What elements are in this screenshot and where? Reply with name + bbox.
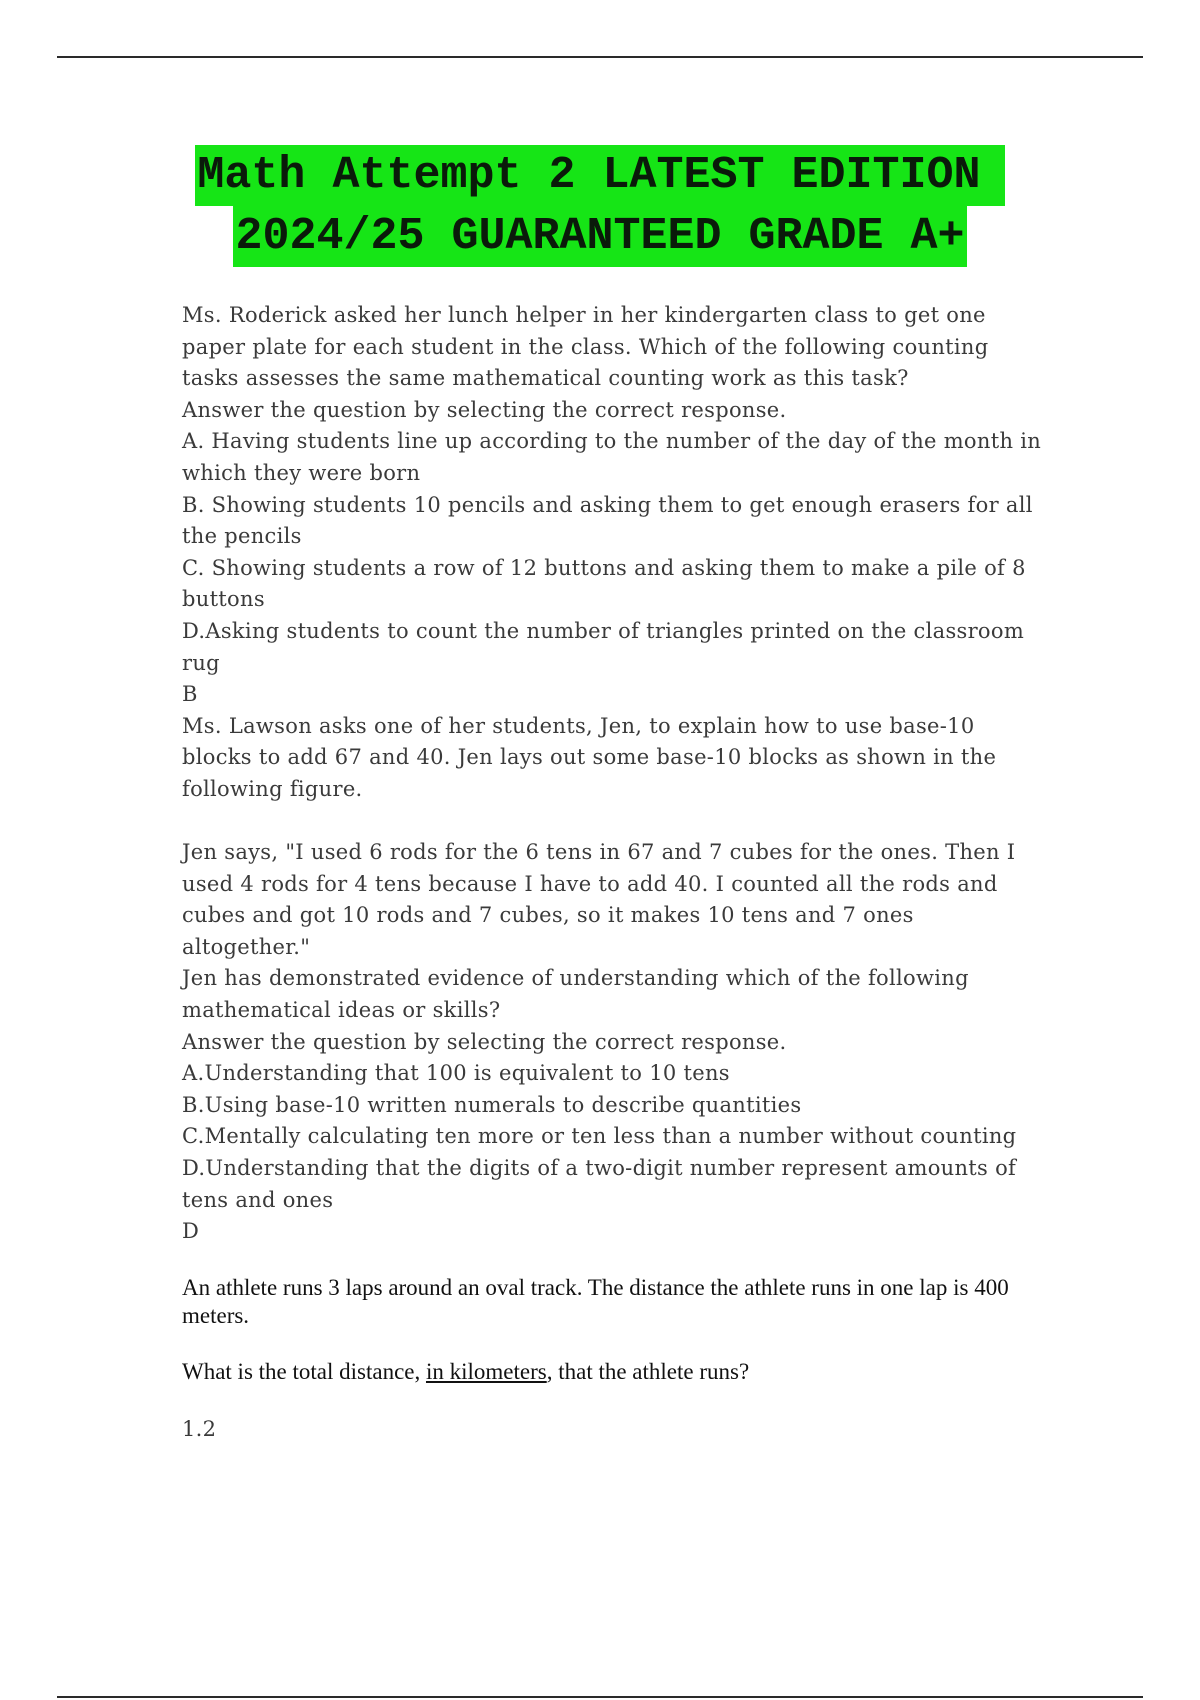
- q2-quote: Jen says, "I used 6 rods for the 6 tens in 67 and 7 cubes for the ones. Then I used 4 rods for 4 tens because I have to add 40. I counted all the rods and cubes and got 10 rods and 7 cubes, so it makes 10 tens and 7 ones altogether.": [182, 840, 1023, 959]
- q2-instruction: Answer the question by selecting the correct response.: [182, 1029, 787, 1054]
- q1-stem: Ms. Roderick asked her lunch helper in her kindergarten class to get one paper plate for each student in the class. Which of the following counting tasks assesses the same mathematical counting work as this task?: [182, 303, 996, 391]
- q2-option-d: D.Understanding that the digits of a two-digit number represent amounts of tens and ones: [182, 1156, 1024, 1212]
- q2-question: Jen has demonstrated evidence of understanding which of the following mathematical ideas or skills?: [182, 966, 976, 1023]
- q1-instruction: Answer the question by selecting the correct response.: [182, 397, 787, 422]
- document-title: [0, 145, 1200, 267]
- q3-stem: An athlete runs 3 laps around an oval track. The distance the athlete runs in one lap is 400 meters.: [182, 1274, 1009, 1328]
- q2-answer: D: [182, 1219, 200, 1244]
- top-rule: [57, 56, 1143, 58]
- q1-option-a: A. Having students line up according to the number of the day of the month in which they were born: [182, 429, 1049, 485]
- q1-option-d: D.Asking students to count the number of triangles printed on the classroom rug: [182, 618, 1032, 675]
- q1-answer: B: [182, 682, 198, 707]
- q2-option-b: B.Using base-10 written numerals to describe quantities: [182, 1092, 802, 1117]
- bottom-rule: [57, 1696, 1143, 1698]
- q2-option-a: A.Understanding that 100 is equivalent to 10 tens: [182, 1061, 730, 1086]
- spacer: [182, 806, 1042, 838]
- q2-stem: Ms. Lawson asks one of her students, Jen, to explain how to use base-10 blocks to add 67 and 40. Jen lays out some base-10 blocks as shown in the following figure.: [182, 713, 1004, 801]
- q3-answer: 1.2: [182, 1416, 217, 1441]
- q1-option-c: C. Showing students a row of 12 buttons and asking them to make a pile of 8 buttons: [182, 555, 1033, 612]
- title-line-1: Math Attempt 2 LATEST EDITION: [195, 145, 1004, 206]
- q3-question-pre: What is the total distance,: [182, 1358, 426, 1384]
- q1-option-b: B. Showing students 10 pencils and asking them to get enough erasers for all the pencils: [182, 492, 1040, 549]
- q3-question-underlined: in kilometers: [425, 1358, 547, 1384]
- document-body: [182, 300, 1049, 1445]
- q2-option-c: C.Mentally calculating ten more or ten less than a number without counting: [182, 1124, 1017, 1149]
- q3-question: [182, 1358, 1042, 1386]
- title-line-2: 2024/25 GUARANTEED GRADE A+: [233, 206, 966, 267]
- q3-question-post: , that the athlete runs?: [546, 1358, 750, 1384]
